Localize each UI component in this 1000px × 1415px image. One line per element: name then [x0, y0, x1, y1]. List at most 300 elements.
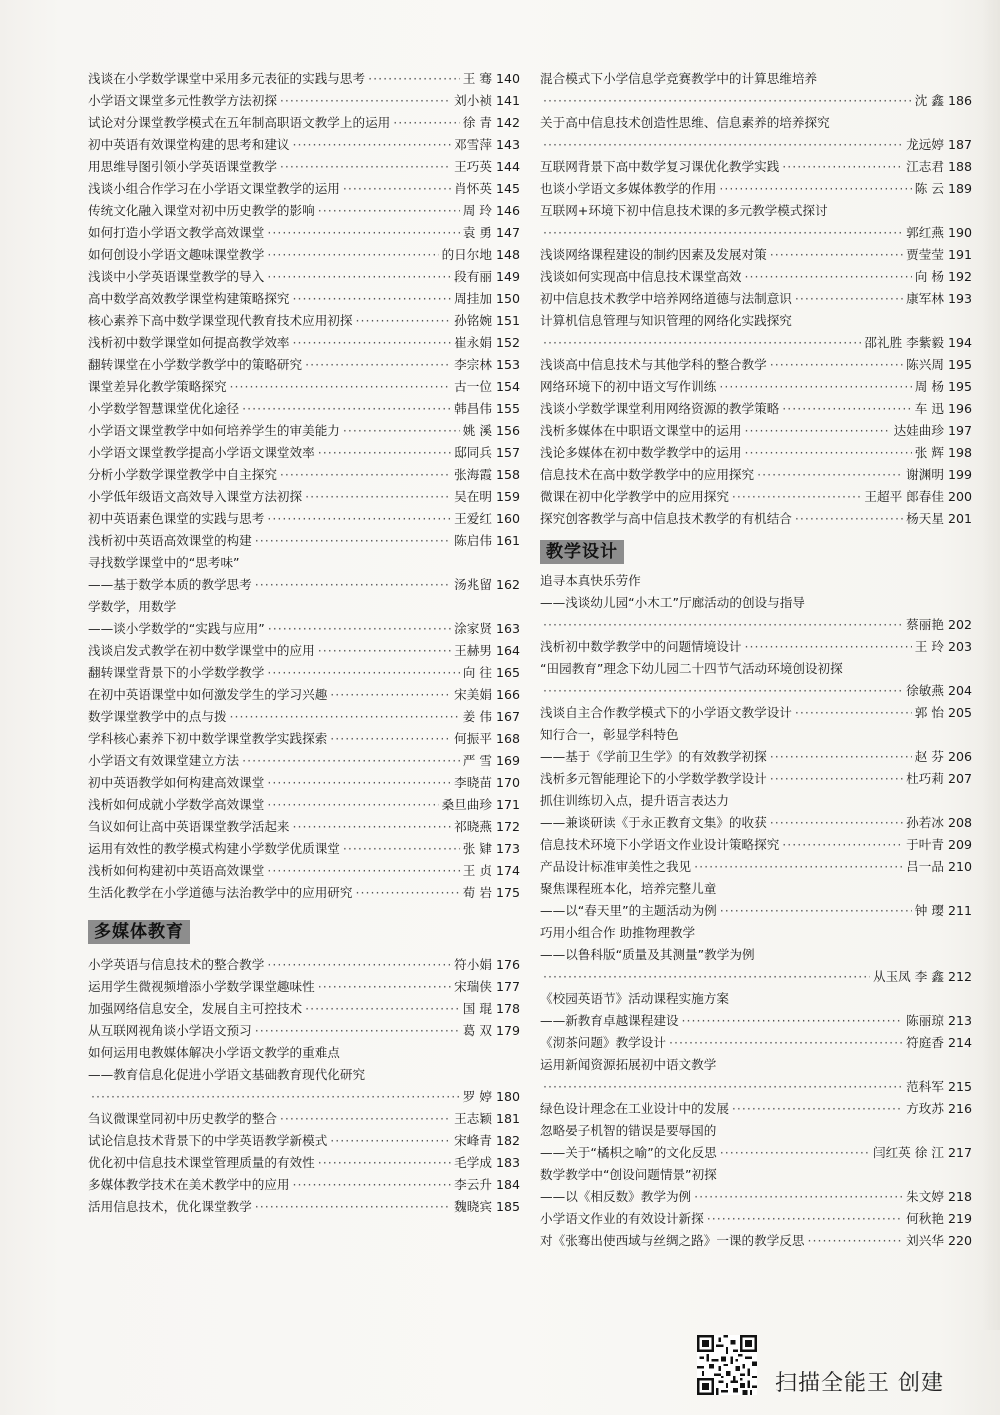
toc-title-row: [88, 618, 520, 640]
entry-title: 数学教学中“创设问题情景”初探: [540, 1167, 717, 1182]
entry-author: 从玉凤 李 鑫: [872, 969, 944, 984]
entry-page-number: 207: [947, 771, 972, 786]
toc-entry: [88, 310, 520, 332]
entry-author: 罗 婷: [462, 1089, 492, 1104]
toc-title-row: [88, 954, 520, 976]
entry-title: 绿色设计理念在工业设计中的发展: [540, 1101, 729, 1116]
dot-leader: [318, 640, 451, 662]
dot-leader: [330, 1130, 451, 1152]
entry-page-number: 200: [947, 489, 972, 504]
toc-entry: [88, 1130, 520, 1152]
entry-meta: [906, 1032, 972, 1054]
entry-meta: [463, 882, 520, 904]
dot-leader: [543, 680, 903, 702]
toc-title-row: [88, 398, 520, 420]
dot-leader: [719, 376, 911, 398]
toc-entry: [88, 794, 520, 816]
toc-title-row: [540, 834, 972, 856]
dot-leader: [543, 614, 903, 636]
toc-title-row: [540, 486, 972, 508]
toc-entry: [540, 658, 972, 702]
dot-leader: [267, 794, 438, 816]
toc-title-row: [88, 420, 520, 442]
entry-page-number: 189: [947, 181, 972, 196]
entry-meta: [873, 1142, 972, 1164]
toc-title-row: [540, 1098, 972, 1120]
entry-author: 达娃曲珍: [893, 423, 944, 438]
toc-title-row: [540, 1164, 972, 1186]
entry-author: 向 杨: [914, 269, 944, 284]
entry-page-number: 201: [947, 511, 972, 526]
entry-meta: [454, 508, 520, 530]
entry-page-number: 142: [495, 115, 520, 130]
toc-entry: [540, 988, 972, 1032]
entry-title: 课堂差异化教学策略探究: [88, 379, 227, 394]
entry-meta: [915, 376, 972, 398]
toc-title-row: [88, 794, 520, 816]
entry-title: 如何运用电教媒体解决小学语文教学的重难点: [88, 1045, 340, 1060]
entry-author: 周 玲: [462, 203, 492, 218]
entry-subtitle: ——浅谈幼儿园“小木工”厅廊活动的创设与指导: [540, 595, 805, 610]
dot-leader: [782, 156, 903, 178]
toc-entry: [540, 768, 972, 790]
entry-title: 核心素养下高中数学课堂现代教育技术应用初探: [88, 313, 353, 328]
toc-entry: [88, 464, 520, 486]
entry-author: 宋美娟: [454, 687, 492, 702]
entry-author: 姜 伟: [462, 709, 492, 724]
entry-author: 江志君: [906, 159, 944, 174]
entry-author: 刘兴华: [906, 1233, 944, 1248]
toc-entry: [540, 266, 972, 288]
section-header: 教学设计: [540, 540, 624, 564]
dot-leader: [330, 684, 451, 706]
entry-page-number: 217: [947, 1145, 972, 1160]
toc-entry: [88, 750, 520, 772]
toc-entry: [88, 772, 520, 794]
entry-author: 李晓苗: [454, 775, 492, 790]
dot-leader: [268, 618, 451, 640]
entry-author: 范科军: [906, 1079, 944, 1094]
toc-title-row: [540, 1032, 972, 1054]
toc-title-row: [540, 1010, 972, 1032]
entry-meta: [906, 354, 972, 376]
entry-author: 毛学成: [454, 1155, 492, 1170]
entry-title: 计算机信息管理与知识管理的网络化实践探究: [540, 313, 792, 328]
entry-title: 浅谈自主合作教学模式下的小学语文教学设计: [540, 705, 792, 720]
entry-page-number: 220: [947, 1233, 972, 1248]
entry-author: 向 往: [462, 665, 492, 680]
entry-title: 翻转课堂在小学数学教学中的策略研究: [88, 357, 303, 372]
toc-entry: [88, 244, 520, 266]
toc-title-row: [88, 574, 520, 596]
entry-page-number: 199: [947, 467, 972, 482]
toc-title-row: [88, 508, 520, 530]
entry-title: “田园教育”理念下幼儿园二十四节气活动环境创设初探: [540, 661, 843, 676]
toc-title-row: [88, 1042, 520, 1064]
entry-page-number: 146: [495, 203, 520, 218]
entry-page-number: 159: [495, 489, 520, 504]
entry-author: 郭 怡: [914, 705, 944, 720]
entry-meta: [906, 834, 972, 856]
entry-author: 李宗林: [454, 357, 492, 372]
entry-author: 张海霞: [454, 467, 492, 482]
entry-title: 对《张骞出使西域与丝绸之路》一课的教学反思: [540, 1233, 805, 1248]
entry-meta: [463, 1086, 520, 1108]
entry-meta: [463, 68, 520, 90]
entry-title: 运用有效性的教学模式构建小学数学优质课堂: [88, 841, 340, 856]
toc-entry: [88, 1042, 520, 1108]
entry-meta: [906, 1230, 972, 1252]
entry-title: 学数学，用数学: [88, 599, 177, 614]
toc-title-row: [88, 728, 520, 750]
entry-page-number: 167: [495, 709, 520, 724]
entry-author: 车 迅: [914, 401, 944, 416]
entry-title: 抓住训练切入点，提升语言表达力: [540, 793, 729, 808]
entry-title: 加强网络信息安全，发展自主可控技术: [88, 1001, 303, 1016]
entry-page-number: 192: [947, 269, 972, 284]
entry-title: 浅谈小组合作学习在小学语文课堂教学的运用: [88, 181, 340, 196]
entry-author: 王 骞: [462, 71, 492, 86]
toc-leader-row: [540, 222, 972, 244]
entry-author: 何振平: [454, 731, 492, 746]
entry-page-number: 202: [947, 617, 972, 632]
entry-author: 涂家贤: [454, 621, 492, 636]
toc-title-row: [540, 944, 972, 966]
entry-author: 贾莹莹: [906, 247, 944, 262]
toc-entry: [88, 706, 520, 728]
toc-entry: [540, 1120, 972, 1164]
toc-title-row: [88, 882, 520, 904]
dot-leader: [293, 1174, 452, 1196]
entry-meta: [906, 508, 972, 530]
toc-entry: [88, 838, 520, 860]
entry-author: 周 杨: [914, 379, 944, 394]
dot-leader: [267, 266, 451, 288]
entry-title: 浅谈在小学数学课堂中采用多元表征的实践与思考: [88, 71, 366, 86]
entry-author: 王赫男: [454, 643, 492, 658]
entry-title: 优化初中信息技术课堂管理质量的有效性: [88, 1155, 315, 1170]
entry-title: 也谈小学语文多媒体教学的作用: [540, 181, 717, 196]
entry-author: 钟 璎: [914, 903, 944, 918]
entry-page-number: 211: [947, 903, 972, 918]
toc-entry: [540, 1208, 972, 1230]
entry-meta: [906, 134, 972, 156]
entry-title: 小学语文作业的有效设计新探: [540, 1211, 704, 1226]
entry-page-number: 176: [495, 957, 520, 972]
entry-author: 王巧英: [454, 159, 492, 174]
entry-page-number: 195: [947, 379, 972, 394]
entry-title: 学科核心素养下初中数学课堂教学实践探索: [88, 731, 328, 746]
entry-page-number: 184: [495, 1177, 520, 1192]
toc-title-row: [88, 376, 520, 398]
entry-page-number: 206: [947, 749, 972, 764]
entry-title: 多媒体教学技术在美术教学中的应用: [88, 1177, 290, 1192]
entry-meta: [442, 794, 520, 816]
toc-title-row: [88, 90, 520, 112]
entry-title: 网络环境下的初中语文写作训练: [540, 379, 717, 394]
entry-author: 朱文婷: [906, 1189, 944, 1204]
dot-leader: [795, 702, 912, 724]
toc-title-row: [88, 310, 520, 332]
toc-entry: [540, 570, 972, 636]
entry-author: 陈 云: [914, 181, 944, 196]
entry-title: 小学数学智慧课堂优化途径: [88, 401, 240, 416]
entry-title: 浅谈启发式教学在初中数学课堂中的应用: [88, 643, 315, 658]
entry-meta: [442, 244, 520, 266]
dot-leader: [707, 1208, 903, 1230]
toc-title-row: [540, 856, 972, 878]
dot-leader: [318, 976, 451, 998]
entry-author: 闫红英 徐 江: [872, 1145, 944, 1160]
entry-page-number: 188: [947, 159, 972, 174]
toc-entry: [88, 68, 520, 90]
dot-leader: [543, 222, 903, 244]
entry-title: 如何创设小学语文趣味课堂教学: [88, 247, 265, 262]
entry-page-number: 149: [495, 269, 520, 284]
entry-title: 浅谈小学数学课堂利用网络资源的教学策略: [540, 401, 780, 416]
dot-leader: [305, 998, 460, 1020]
entry-author: 王超平 郎春佳: [864, 489, 944, 504]
toc-title-row: [88, 178, 520, 200]
dot-leader: [543, 1076, 903, 1098]
entry-page-number: 175: [495, 885, 520, 900]
entry-meta: [454, 530, 520, 552]
entry-title: 如何打造小学语文教学高效课堂: [88, 225, 265, 240]
entry-page-number: 172: [495, 819, 520, 834]
entry-author: 段有丽: [454, 269, 492, 284]
toc-entry: [540, 1230, 972, 1252]
toc-entry: [88, 882, 520, 904]
entry-author: 王 玲: [914, 639, 944, 654]
toc-entry: [88, 266, 520, 288]
entry-author: 郭红燕: [906, 225, 944, 240]
toc-entry: [88, 112, 520, 134]
entry-page-number: 203: [947, 639, 972, 654]
toc-entry: [88, 684, 520, 706]
entry-author: 王 贞: [462, 863, 492, 878]
entry-page-number: 180: [495, 1089, 520, 1104]
page-edge-shadow: [982, 0, 1000, 1330]
entry-meta: [915, 702, 972, 724]
entry-author: 桑旦曲珍: [441, 797, 492, 812]
entry-page-number: 218: [947, 1189, 972, 1204]
toc-title-row: [540, 988, 972, 1010]
dot-leader: [720, 1142, 870, 1164]
entry-author: 张 肄: [462, 841, 492, 856]
entry-meta: [454, 354, 520, 376]
entry-meta: [906, 614, 972, 636]
entry-title: 知行合一，彰显学科特色: [540, 727, 679, 742]
entry-meta: [915, 178, 972, 200]
entry-title: 运用学生微视频增添小学数学课堂趣味性: [88, 979, 315, 994]
entry-meta: [915, 900, 972, 922]
toc-title-row: [540, 1186, 972, 1208]
entry-page-number: 173: [495, 841, 520, 856]
dot-leader: [720, 900, 912, 922]
toc-title-row: [540, 1230, 972, 1252]
entry-subtitle: ——关于“橘枳之喻”的文化反思: [540, 1145, 717, 1160]
toc-entry: [88, 530, 520, 552]
toc-entry: [540, 878, 972, 922]
entry-page-number: 186: [947, 93, 972, 108]
toc-title-row: [540, 376, 972, 398]
toc-entry: [88, 860, 520, 882]
entry-meta: [454, 640, 520, 662]
toc-title-row: [88, 288, 520, 310]
entry-meta: [906, 1186, 972, 1208]
toc-entry: [540, 1054, 972, 1098]
dot-leader: [280, 1108, 451, 1130]
dot-leader: [355, 310, 451, 332]
dot-leader: [91, 1086, 460, 1108]
toc-leader-row: [540, 134, 972, 156]
entry-page-number: 155: [495, 401, 520, 416]
toc-title-row: [88, 442, 520, 464]
dot-leader: [280, 90, 451, 112]
entry-author: 何秋艳: [906, 1211, 944, 1226]
entry-meta: [454, 816, 520, 838]
toc-title-row: [88, 156, 520, 178]
entry-meta: [906, 222, 972, 244]
toc-title-row: [540, 812, 972, 834]
toc-title-row: [540, 1208, 972, 1230]
entry-page-number: 181: [495, 1111, 520, 1126]
toc-entry: [88, 200, 520, 222]
entry-title: 试论对分课堂教学模式在五年制高职语文教学上的运用: [88, 115, 391, 130]
entry-meta: [463, 838, 520, 860]
toc-title-row: [540, 200, 972, 222]
entry-author: 周挂加: [454, 291, 492, 306]
dot-leader: [694, 1186, 903, 1208]
entry-title: 《校园英语节》活动课程实施方案: [540, 991, 729, 1006]
entry-title: 巧用小组合作 助推物理教学: [540, 925, 696, 940]
dot-leader: [255, 574, 451, 596]
toc-title-row: [540, 592, 972, 614]
toc-leader-row: [88, 1086, 520, 1108]
toc-title-row: [88, 1020, 520, 1042]
entry-author: 孙铭婉: [454, 313, 492, 328]
entry-meta: [906, 812, 972, 834]
dot-leader: [682, 1010, 904, 1032]
entry-author: 符庭香: [906, 1035, 944, 1050]
toc-title-row: [540, 878, 972, 900]
dot-leader: [293, 816, 452, 838]
entry-author: 谢渊明: [906, 467, 944, 482]
entry-page-number: 148: [495, 247, 520, 262]
entry-title: 试论信息技术背景下的中学英语教学新模式: [88, 1133, 328, 1148]
entry-title: 浅析初中数学教学中的问题情境设计: [540, 639, 742, 654]
toc-title-row: [88, 640, 520, 662]
entry-title: 在初中英语课堂中如何激发学生的学习兴趣: [88, 687, 328, 702]
toc-entry: [88, 354, 520, 376]
dot-leader: [255, 1020, 460, 1042]
entry-subtitle: ——基于数学本质的教学思考: [88, 577, 252, 592]
entry-meta: [454, 1174, 520, 1196]
entry-meta: [463, 200, 520, 222]
entry-page-number: 209: [947, 837, 972, 852]
entry-author: 赵 芬: [914, 749, 944, 764]
entry-title: 刍议微课堂同初中历史教学的整合: [88, 1111, 277, 1126]
dot-leader: [393, 112, 460, 134]
entry-author: 康军林: [906, 291, 944, 306]
entry-author: 袁 勇: [462, 225, 492, 240]
entry-meta: [454, 310, 520, 332]
toc-leader-row: [540, 966, 972, 988]
entry-author: 宋瑞侠: [454, 979, 492, 994]
toc-entry: [88, 376, 520, 398]
dot-leader: [543, 90, 912, 112]
entry-title: 浅谈如何实现高中信息技术课堂高效: [540, 269, 742, 284]
entry-meta: [454, 266, 520, 288]
entry-meta: [454, 90, 520, 112]
dot-leader: [782, 398, 911, 420]
toc-title-row: [88, 134, 520, 156]
toc-title-row: [540, 266, 972, 288]
entry-title: 寻找数学课堂中的“思考味”: [88, 555, 240, 570]
dot-leader: [745, 636, 912, 658]
entry-author: 陈丽琼: [906, 1013, 944, 1028]
entry-page-number: 177: [495, 979, 520, 994]
toc-title-row: [88, 684, 520, 706]
entry-page-number: 204: [947, 683, 972, 698]
entry-page-number: 215: [947, 1079, 972, 1094]
entry-page-number: 178: [495, 1001, 520, 1016]
entry-title: 浅谈网络课程建设的制约因素及发展对策: [540, 247, 767, 262]
toc-title-row: [88, 464, 520, 486]
entry-page-number: 208: [947, 815, 972, 830]
entry-page-number: 179: [495, 1023, 520, 1038]
entry-author: 张 辉: [914, 445, 944, 460]
toc-entry: [88, 998, 520, 1020]
toc-entry: [540, 310, 972, 354]
toc-title-row: [540, 1054, 972, 1076]
entry-subtitle: ——教育信息化促进小学语文基础教育现代化研究: [88, 1067, 366, 1082]
entry-subtitle: ——新教育卓越课程建设: [540, 1013, 679, 1028]
entry-meta: [906, 768, 972, 790]
entry-title: 高中数学高效教学课堂构建策略探究: [88, 291, 290, 306]
entry-author: 国 琨: [462, 1001, 492, 1016]
entry-meta: [915, 266, 972, 288]
toc-title-row: [88, 222, 520, 244]
entry-meta: [906, 288, 972, 310]
toc-title-row: [88, 1196, 520, 1218]
entry-meta: [906, 680, 972, 702]
dot-leader: [255, 530, 451, 552]
dot-leader: [757, 464, 903, 486]
entry-title: 探究创客教学与高中信息技术教学的有机结合: [540, 511, 792, 526]
toc-entry: [88, 1108, 520, 1130]
entry-meta: [915, 746, 972, 768]
toc-entry: [88, 508, 520, 530]
entry-page-number: 198: [947, 445, 972, 460]
toc-title-row: [88, 200, 520, 222]
entry-author: 荀 岩: [462, 885, 492, 900]
toc-entry: [88, 976, 520, 998]
toc-entry: [88, 728, 520, 750]
dot-leader: [770, 768, 903, 790]
entry-page-number: 154: [495, 379, 520, 394]
toc-entry: [88, 640, 520, 662]
entry-page-number: 185: [495, 1199, 520, 1214]
entry-page-number: 152: [495, 335, 520, 350]
dot-leader: [267, 222, 459, 244]
entry-title: 忽略晏子机智的错误是要辱国的: [540, 1123, 717, 1138]
entry-author: 刘小祯: [454, 93, 492, 108]
toc-entry: [540, 288, 972, 310]
toc-title-row: [540, 768, 972, 790]
toc-title-row: [540, 244, 972, 266]
entry-page-number: 160: [495, 511, 520, 526]
